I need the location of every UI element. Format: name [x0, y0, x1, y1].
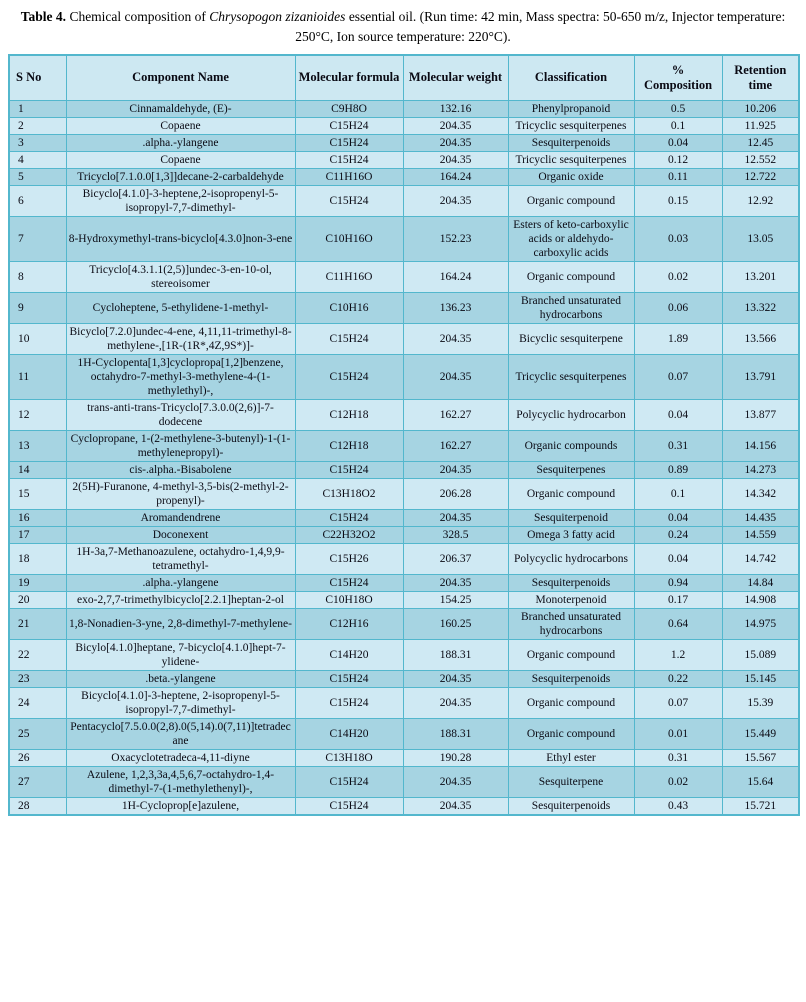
cell-s-no: 8 [9, 261, 66, 292]
cell-component-name: 1H-Cycloprop[e]azulene, [66, 798, 295, 816]
cell-classification: Organic compound [508, 261, 634, 292]
cell-composition-pct: 0.02 [634, 261, 722, 292]
cell-s-no: 12 [9, 399, 66, 430]
cell-classification: Organic compound [508, 185, 634, 216]
caption-species-name: Chrysopogon zizanioides [209, 9, 346, 24]
cell-molecular-formula: C15H24 [295, 574, 403, 591]
cell-component-name: Cycloheptene, 5-ethylidene-1-methyl- [66, 292, 295, 323]
cell-composition-pct: 0.07 [634, 354, 722, 399]
cell-retention-time: 14.975 [722, 609, 799, 640]
cell-retention-time: 13.05 [722, 216, 799, 261]
cell-retention-time: 15.449 [722, 719, 799, 750]
cell-retention-time: 14.559 [722, 526, 799, 543]
table-row [9, 591, 799, 608]
cell-s-no: 24 [9, 688, 66, 719]
cell-molecular-formula: C15H26 [295, 543, 403, 574]
cell-component-name: Oxacyclotetradeca-4,11-diyne [66, 750, 295, 767]
cell-molecular-weight: 204.35 [403, 688, 508, 719]
cell-composition-pct: 0.24 [634, 526, 722, 543]
cell-composition-pct: 0.5 [634, 100, 722, 117]
cell-composition-pct: 0.04 [634, 399, 722, 430]
cell-molecular-formula: C22H32O2 [295, 526, 403, 543]
cell-molecular-weight: 204.35 [403, 323, 508, 354]
cell-composition-pct: 0.43 [634, 798, 722, 816]
table-row [9, 430, 799, 461]
cell-molecular-weight: 204.35 [403, 185, 508, 216]
cell-composition-pct: 1.2 [634, 640, 722, 671]
table-row [9, 750, 799, 767]
cell-classification: Organic compound [508, 719, 634, 750]
cell-classification: Tricyclic sesquiterpenes [508, 151, 634, 168]
cell-retention-time: 12.45 [722, 134, 799, 151]
cell-composition-pct: 0.31 [634, 430, 722, 461]
table-row [9, 323, 799, 354]
cell-molecular-formula: C15H24 [295, 134, 403, 151]
table-row [9, 134, 799, 151]
cell-s-no: 7 [9, 216, 66, 261]
cell-classification: Tricyclic sesquiterpenes [508, 117, 634, 134]
cell-classification: Branched unsaturated hydrocarbons [508, 609, 634, 640]
cell-component-name: exo-2,7,7-trimethylbicyclo[2.2.1]heptan-2-ol [66, 591, 295, 608]
cell-molecular-formula: C15H24 [295, 509, 403, 526]
cell-component-name: Doconexent [66, 526, 295, 543]
cell-s-no: 21 [9, 609, 66, 640]
cell-composition-pct: 0.17 [634, 591, 722, 608]
cell-s-no: 9 [9, 292, 66, 323]
cell-component-name: Pentacyclo[7.5.0.0(2,8).0(5,14).0(7,11)]tetradecane [66, 719, 295, 750]
cell-s-no: 14 [9, 461, 66, 478]
cell-molecular-formula: C10H16 [295, 292, 403, 323]
cell-molecular-formula: C11H16O [295, 168, 403, 185]
table-row [9, 688, 799, 719]
cell-s-no: 15 [9, 478, 66, 509]
cell-retention-time: 14.273 [722, 461, 799, 478]
cell-molecular-weight: 204.35 [403, 767, 508, 798]
cell-component-name: 1H-Cyclopenta[1,3]cyclopropa[1,2]benzene, octahydro-7-methyl-3-methylene-4-(1-methylethyl)-, [66, 354, 295, 399]
cell-molecular-weight: 188.31 [403, 640, 508, 671]
cell-s-no: 16 [9, 509, 66, 526]
cell-retention-time: 14.908 [722, 591, 799, 608]
cell-classification: Organic compounds [508, 430, 634, 461]
cell-molecular-weight: 204.35 [403, 354, 508, 399]
table-row [9, 216, 799, 261]
cell-molecular-formula: C15H24 [295, 323, 403, 354]
cell-molecular-formula: C15H24 [295, 354, 403, 399]
cell-classification: Bicyclic sesquiterpene [508, 323, 634, 354]
column-header-0: S No [9, 55, 66, 101]
cell-composition-pct: 0.11 [634, 168, 722, 185]
cell-component-name: Tricyclo[7.1.0.0[1,3]]decane-2-carbaldehyde [66, 168, 295, 185]
column-header-2: Molecular formula [295, 55, 403, 101]
cell-s-no: 26 [9, 750, 66, 767]
composition-table [8, 54, 800, 817]
table-row [9, 292, 799, 323]
cell-classification: Phenylpropanoid [508, 100, 634, 117]
cell-molecular-formula: C15H24 [295, 767, 403, 798]
cell-molecular-weight: 204.35 [403, 151, 508, 168]
cell-classification: Sesquiterpenoids [508, 134, 634, 151]
cell-s-no: 3 [9, 134, 66, 151]
table-row [9, 399, 799, 430]
table-row [9, 100, 799, 117]
cell-molecular-formula: C9H8O [295, 100, 403, 117]
cell-classification: Tricyclic sesquiterpenes [508, 354, 634, 399]
cell-component-name: Bicyclo[4.1.0]-3-heptene, 2-isopropenyl-5-isopropyl-7,7-dimethyl- [66, 688, 295, 719]
cell-composition-pct: 0.89 [634, 461, 722, 478]
cell-molecular-weight: 204.35 [403, 798, 508, 816]
cell-classification: Sesquiterpenoid [508, 509, 634, 526]
cell-molecular-formula: C13H18O2 [295, 478, 403, 509]
cell-s-no: 10 [9, 323, 66, 354]
cell-retention-time: 15.721 [722, 798, 799, 816]
cell-molecular-weight: 190.28 [403, 750, 508, 767]
cell-molecular-formula: C12H18 [295, 399, 403, 430]
cell-molecular-weight: 204.35 [403, 117, 508, 134]
cell-classification: Omega 3 fatty acid [508, 526, 634, 543]
cell-s-no: 5 [9, 168, 66, 185]
table-row [9, 261, 799, 292]
cell-molecular-formula: C14H20 [295, 640, 403, 671]
cell-classification: Organic oxide [508, 168, 634, 185]
cell-s-no: 22 [9, 640, 66, 671]
table-row [9, 798, 799, 816]
cell-component-name: 8-Hydroxymethyl-trans-bicyclo[4.3.0]non-3-ene [66, 216, 295, 261]
cell-component-name: Tricyclo[4.3.1.1(2,5)]undec-3-en-10-ol, stereoisomer [66, 261, 295, 292]
cell-s-no: 2 [9, 117, 66, 134]
cell-retention-time: 12.722 [722, 168, 799, 185]
cell-composition-pct: 0.22 [634, 671, 722, 688]
cell-retention-time: 14.156 [722, 430, 799, 461]
cell-component-name: Copaene [66, 117, 295, 134]
cell-s-no: 23 [9, 671, 66, 688]
column-header-5: % Composition [634, 55, 722, 101]
cell-classification: Sesquiterpenoids [508, 671, 634, 688]
cell-component-name: Cyclopropane, 1-(2-methylene-3-butenyl)-1-(1-methylenepropyl)- [66, 430, 295, 461]
caption-table-number: Table 4. [20, 9, 67, 24]
cell-molecular-weight: 154.25 [403, 591, 508, 608]
cell-classification: Ethyl ester [508, 750, 634, 767]
cell-s-no: 25 [9, 719, 66, 750]
column-header-1: Component Name [66, 55, 295, 101]
cell-s-no: 19 [9, 574, 66, 591]
cell-retention-time: 15.39 [722, 688, 799, 719]
column-header-3: Molecular weight [403, 55, 508, 101]
cell-component-name: .alpha.-ylangene [66, 574, 295, 591]
cell-composition-pct: 0.07 [634, 688, 722, 719]
cell-component-name: Bicyclo[7.2.0]undec-4-ene, 4,11,11-trimethyl-8-methylene-,[1R-(1R*,4Z,9S*)]- [66, 323, 295, 354]
cell-classification: Sesquiterpenoids [508, 574, 634, 591]
cell-composition-pct: 0.02 [634, 767, 722, 798]
table-row [9, 478, 799, 509]
cell-component-name: cis-.alpha.-Bisabolene [66, 461, 295, 478]
cell-s-no: 13 [9, 430, 66, 461]
table-row [9, 354, 799, 399]
cell-molecular-weight: 206.37 [403, 543, 508, 574]
cell-retention-time: 15.089 [722, 640, 799, 671]
cell-molecular-formula: C15H24 [295, 798, 403, 816]
cell-retention-time: 13.201 [722, 261, 799, 292]
cell-molecular-weight: 164.24 [403, 261, 508, 292]
cell-composition-pct: 0.03 [634, 216, 722, 261]
cell-component-name: Azulene, 1,2,3,3a,4,5,6,7-octahydro-1,4-dimethyl-7-(1-methylethenyl)-, [66, 767, 295, 798]
cell-composition-pct: 0.04 [634, 134, 722, 151]
cell-s-no: 20 [9, 591, 66, 608]
cell-molecular-weight: 328.5 [403, 526, 508, 543]
table-row [9, 185, 799, 216]
cell-component-name: .alpha.-ylangene [66, 134, 295, 151]
cell-component-name: trans-anti-trans-Tricyclo[7.3.0.0(2,6)]-7-dodecene [66, 399, 295, 430]
table-row [9, 719, 799, 750]
cell-molecular-formula: C15H24 [295, 151, 403, 168]
cell-composition-pct: 0.15 [634, 185, 722, 216]
cell-retention-time: 15.567 [722, 750, 799, 767]
cell-composition-pct: 0.94 [634, 574, 722, 591]
cell-component-name: Bicylo[4.1.0]heptane, 7-bicyclo[4.1.0]hept-7-ylidene- [66, 640, 295, 671]
cell-molecular-formula: C15H24 [295, 671, 403, 688]
cell-composition-pct: 0.1 [634, 478, 722, 509]
cell-retention-time: 11.925 [722, 117, 799, 134]
cell-retention-time: 10.206 [722, 100, 799, 117]
cell-composition-pct: 0.12 [634, 151, 722, 168]
cell-s-no: 11 [9, 354, 66, 399]
cell-s-no: 17 [9, 526, 66, 543]
cell-composition-pct: 0.31 [634, 750, 722, 767]
caption-text-pre: Chemical composition of [66, 9, 210, 24]
cell-classification: Monoterpenoid [508, 591, 634, 608]
cell-component-name: Bicyclo[4.1.0]-3-heptene,2-isopropenyl-5-isopropyl-7,7-dimethyl- [66, 185, 295, 216]
cell-molecular-formula: C10H16O [295, 216, 403, 261]
cell-composition-pct: 0.06 [634, 292, 722, 323]
cell-molecular-weight: 162.27 [403, 399, 508, 430]
cell-component-name: 1H-3a,7-Methanoazulene, octahydro-1,4,9,9-tetramethyl- [66, 543, 295, 574]
cell-molecular-formula: C10H18O [295, 591, 403, 608]
table-row [9, 509, 799, 526]
cell-s-no: 6 [9, 185, 66, 216]
cell-component-name: .beta.-ylangene [66, 671, 295, 688]
table-row [9, 543, 799, 574]
cell-composition-pct: 0.1 [634, 117, 722, 134]
cell-molecular-weight: 204.35 [403, 134, 508, 151]
cell-retention-time: 14.435 [722, 509, 799, 526]
cell-molecular-weight: 188.31 [403, 719, 508, 750]
cell-molecular-formula: C12H18 [295, 430, 403, 461]
cell-classification: Sesquiterpenes [508, 461, 634, 478]
cell-retention-time: 13.322 [722, 292, 799, 323]
cell-classification: Organic compound [508, 688, 634, 719]
table-row [9, 574, 799, 591]
table-row [9, 151, 799, 168]
cell-s-no: 1 [9, 100, 66, 117]
cell-molecular-weight: 136.23 [403, 292, 508, 323]
cell-molecular-formula: C15H24 [295, 461, 403, 478]
cell-classification: Sesquiterpenoids [508, 798, 634, 816]
cell-retention-time: 13.791 [722, 354, 799, 399]
cell-classification: Branched unsaturated hydrocarbons [508, 292, 634, 323]
cell-composition-pct: 0.04 [634, 509, 722, 526]
cell-classification: Organic compound [508, 640, 634, 671]
cell-retention-time: 13.566 [722, 323, 799, 354]
cell-molecular-formula: C15H24 [295, 185, 403, 216]
cell-s-no: 18 [9, 543, 66, 574]
cell-retention-time: 15.64 [722, 767, 799, 798]
cell-molecular-weight: 204.35 [403, 671, 508, 688]
cell-molecular-weight: 152.23 [403, 216, 508, 261]
cell-molecular-weight: 164.24 [403, 168, 508, 185]
cell-molecular-weight: 204.35 [403, 574, 508, 591]
cell-classification: Organic compound [508, 478, 634, 509]
cell-component-name: 2(5H)-Furanone, 4-methyl-3,5-bis(2-methyl-2-propenyl)- [66, 478, 295, 509]
cell-molecular-weight: 206.28 [403, 478, 508, 509]
cell-classification: Esters of keto-carboxylic acids or aldehydo-carboxylic acids [508, 216, 634, 261]
cell-retention-time: 14.742 [722, 543, 799, 574]
cell-composition-pct: 0.04 [634, 543, 722, 574]
cell-classification: Polycyclic hydrocarbon [508, 399, 634, 430]
table-row [9, 461, 799, 478]
table-row [9, 671, 799, 688]
cell-molecular-formula: C12H16 [295, 609, 403, 640]
cell-component-name: Aromandendrene [66, 509, 295, 526]
table-header-row [9, 55, 799, 101]
cell-composition-pct: 1.89 [634, 323, 722, 354]
cell-classification: Polycyclic hydrocarbons [508, 543, 634, 574]
cell-retention-time: 13.877 [722, 399, 799, 430]
column-header-4: Classification [508, 55, 634, 101]
cell-retention-time: 14.342 [722, 478, 799, 509]
table-row [9, 640, 799, 671]
cell-molecular-weight: 162.27 [403, 430, 508, 461]
cell-s-no: 27 [9, 767, 66, 798]
cell-molecular-formula: C15H24 [295, 688, 403, 719]
cell-molecular-weight: 204.35 [403, 509, 508, 526]
cell-molecular-weight: 132.16 [403, 100, 508, 117]
cell-molecular-formula: C14H20 [295, 719, 403, 750]
cell-molecular-weight: 160.25 [403, 609, 508, 640]
cell-retention-time: 12.552 [722, 151, 799, 168]
cell-retention-time: 14.84 [722, 574, 799, 591]
cell-molecular-formula: C13H18O [295, 750, 403, 767]
column-header-6: Retention time [722, 55, 799, 101]
cell-component-name: 1,8-Nonadien-3-yne, 2,8-dimethyl-7-methylene- [66, 609, 295, 640]
cell-component-name: Cinnamaldehyde, (E)- [66, 100, 295, 117]
cell-composition-pct: 0.64 [634, 609, 722, 640]
cell-molecular-formula: C11H16O [295, 261, 403, 292]
table-row [9, 609, 799, 640]
cell-composition-pct: 0.01 [634, 719, 722, 750]
table-caption [13, 0, 793, 54]
cell-s-no: 4 [9, 151, 66, 168]
cell-molecular-weight: 204.35 [403, 461, 508, 478]
cell-retention-time: 12.92 [722, 185, 799, 216]
table-row [9, 526, 799, 543]
caption-text-post: essential oil. (Run time: 42 min, Mass spectra: 50-650 m/z, Injector temperature: 250°C, Ion source temperature: 220°C). [295, 9, 786, 45]
cell-s-no: 28 [9, 798, 66, 816]
cell-component-name: Copaene [66, 151, 295, 168]
table-row [9, 767, 799, 798]
cell-molecular-formula: C15H24 [295, 117, 403, 134]
cell-retention-time: 15.145 [722, 671, 799, 688]
table-row [9, 168, 799, 185]
cell-classification: Sesquiterpene [508, 767, 634, 798]
table-row [9, 117, 799, 134]
